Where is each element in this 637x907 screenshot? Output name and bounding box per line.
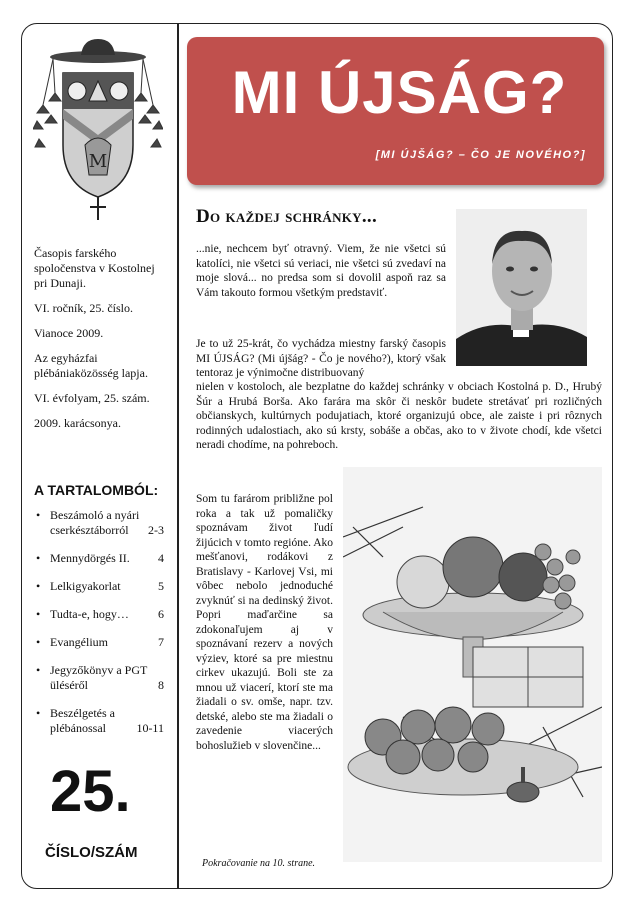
toc-item-label: • Mennydörgés II. xyxy=(50,551,130,565)
toc-item-label: • Jegyzőkönyv a PGT xyxy=(50,663,148,677)
sidebar-info-line: Az egyházfai plébániaközösség lapja. xyxy=(34,351,148,380)
toc-item-label: • Beszámoló a nyári xyxy=(50,508,140,522)
masthead xyxy=(187,37,604,185)
toc-item[interactable] xyxy=(34,579,164,594)
article-text: ...nie, nechcem byť otravný. Viem, že nie všetci sú katolíci, nie všetci sú veriaci, nie všetci sú zvedaví na moje slová... no predsa som si dovolil aspoň raz sa Vám takouto formou všetkým predstaviť. xyxy=(196,243,446,299)
toc-item-page: 7 xyxy=(158,635,164,649)
article-paragraph xyxy=(196,492,333,753)
sidebar-info-line: VI. ročník, 25. číslo. xyxy=(34,301,133,315)
article-paragraph xyxy=(196,380,602,453)
toc-item-page: 8 xyxy=(158,678,164,692)
christmas-fruit-bowl-photo xyxy=(343,467,602,862)
coat-of-arms-icon xyxy=(33,35,163,225)
toc-item-label: • Evangélium xyxy=(50,635,108,649)
continued-note: Pokračovanie na 10. strane. xyxy=(202,858,316,869)
toc-item[interactable] xyxy=(34,706,164,736)
article-paragraph xyxy=(196,242,446,300)
sidebar-info-line: Vianoce 2009. xyxy=(34,326,104,340)
toc-item-label: • Lelkigyakorlat xyxy=(50,579,121,593)
toc-item-page: 4 xyxy=(158,551,164,565)
article-headline: Do každej schránky... xyxy=(196,206,378,227)
sidebar-info xyxy=(34,246,169,441)
article-text: Som tu farárom približne pol roka a tak už pomaličky spoznávam život ľudí žijúcich v tomto regióne. Ako mešťanovi, rodákovi z Bratislavy - Karlovej Vsi, mi vôbec nebolo jednoduché zvyknúť si na dedinský život. Popri maďarčine sa zdokonaľujem aj v spoznávaní rezerv a nových výziev, ktoré sa pre miestnu cirkev ukazujú. Boli ste za mnou už viacerí, ktorí ste ma žiadali o sv. omše, napr. tzv. detské, alebo ste ma žiadali o zavedenie viacerých bohoslužieb v slovenčine... xyxy=(196,493,334,752)
sidebar-info-line: VI. évfolyam, 25. szám. xyxy=(34,391,150,405)
table-of-contents xyxy=(34,508,164,749)
toc-item-label: plébánossal xyxy=(50,721,106,735)
toc-item[interactable] xyxy=(34,635,164,650)
article-text: nielen v kostoloch, ale bezplatne do každej schránky v obciach Kostolná p. D., Hrubý Šúr a Hrubá Borša. Ako farára ma skôr či neskôr budete stretávať pri rozličných občianskych, kultúrnych podujatiach, ktoré organizujú obce, ale zaiste i pri rôznych rodinných udalostiach, ako sú krsty, sobáše a občas, ako to v živote chodí, kde všetci neradi chodíme, na pohreboch. xyxy=(196,381,602,451)
toc-item[interactable] xyxy=(34,508,164,538)
toc-item[interactable] xyxy=(34,551,164,566)
article-text: Je to už 25-krát, čo vychádza miestny farský časopis MI ÚJSÁG? (Mi újšág? - Čo je nového?), ktorý však tentoraz je výnimočne distribuovaný xyxy=(196,338,446,379)
toc-item-page: 6 xyxy=(158,607,164,621)
masthead-title: MI ÚJSÁG? xyxy=(231,59,568,126)
sidebar-info-line: 2009. karácsonya. xyxy=(34,416,121,430)
toc-item-page: 2-3 xyxy=(148,523,164,537)
toc-item-label: • Beszélgetés a xyxy=(50,706,115,720)
issue-number: 25. xyxy=(50,759,131,824)
toc-item-label: cserkésztáborról xyxy=(50,523,129,537)
toc-title: A TARTALOMBÓL: xyxy=(34,482,159,498)
article-paragraph xyxy=(196,337,446,381)
toc-item[interactable] xyxy=(34,663,164,693)
toc-item[interactable] xyxy=(34,607,164,622)
toc-item-label: • Tudta-e, hogy… xyxy=(50,607,129,621)
masthead-subtitle: [MI ÚJŠÁG? – ČO JE NOVÉHO?] xyxy=(375,149,586,161)
toc-item-page: 10-11 xyxy=(136,721,164,735)
priest-portrait-photo xyxy=(456,209,587,366)
svg-text:M: M xyxy=(88,151,108,172)
toc-item-label: üléséről xyxy=(50,678,88,692)
sidebar-info-line: Časopis farského spoločenstva v Kostolnej pri Dunaji. xyxy=(34,246,155,290)
toc-item-page: 5 xyxy=(158,579,164,593)
column-divider xyxy=(177,24,179,888)
issue-label: ČÍSLO/SZÁM xyxy=(45,844,138,861)
